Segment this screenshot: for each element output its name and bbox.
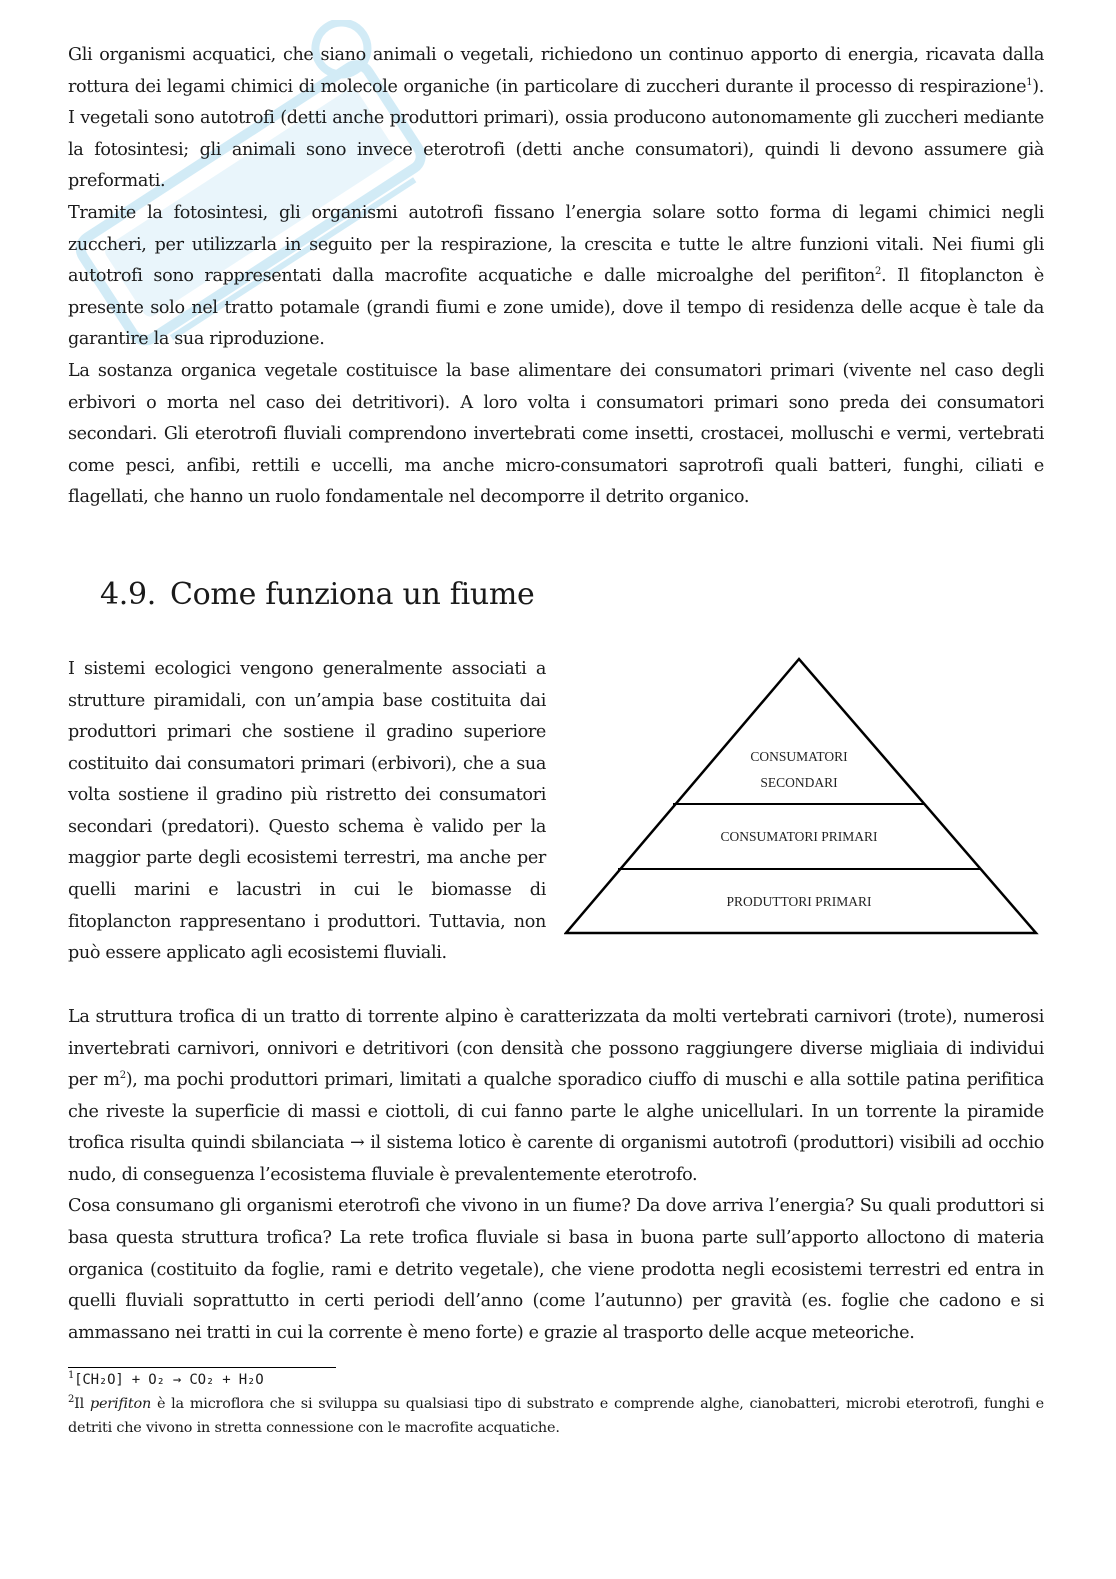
pyramid-outline bbox=[566, 659, 1036, 933]
footnote-1: $^1$[CH₂O] + O₂ → CO₂ + H₂O bbox=[68, 1370, 264, 1389]
two-column-block bbox=[68, 654, 1044, 1002]
squared-superscript: 2 bbox=[119, 1070, 126, 1082]
section-title: Come funziona un fiume bbox=[170, 576, 535, 612]
footnote-ref-2[interactable]: 2 bbox=[875, 266, 882, 278]
section-number: 4.9. bbox=[100, 576, 157, 612]
paragraph-2: Tramite la fotosintesi, gli organismi autotrofi fissano l’energia solare sotto forma di legami chimici negli zuccheri, per utilizzarla in seguito per la respirazione, la crescita e tutte le altre funzioni vitali. Nei fiumi gli autotrofi sono rappresentati dalla macrofite acquatiche e dalle microalghe del perifiton$^2$. Il fitoplancton è presente solo nel tratto potamale (grandi fiumi e zone umide), dove il tempo di residenza delle acque è tale da garantire la sua riproduzione. bbox=[68, 202, 1044, 350]
footnote-ref-1[interactable]: 1 bbox=[1026, 76, 1033, 88]
paragraph-1: Gli organismi acquatici, che siano animali o vegetali, richiedono un continuo apporto di energia, ricavata dalla rottura dei legami chimici di molecole organiche (in particolare di zuccheri durante il processo di respirazione$^1$). I vegetali sono autotrofi (detti anche produttori primari), ossia producono autonomamente gli zuccheri mediante la fotosintesi; gli animali sono invece eterotrofi (detti anche consumatori), quindi li devono assumere già preformati. bbox=[68, 45, 1044, 192]
document-page bbox=[68, 40, 1044, 1440]
formula: [CH₂O] + O₂ → CO₂ + H₂O bbox=[74, 1372, 264, 1389]
pyramid-label-secondary-2: SECONDARI bbox=[760, 774, 838, 790]
section-heading bbox=[100, 570, 1044, 648]
pyramid-label-secondary-1: CONSUMATORI bbox=[750, 748, 848, 764]
paragraph-5: Cosa consumano gli organismi eterotrofi che vivono in un fiume? Da dove arriva l’energia? Su quali produttori si basa questa struttura trofica? La rete trofica fluviale si basa in buona parte sull’apporto alloctono di materia organica (costituito da foglie, rami e detrito vegetale), che viene prodotta negli ecosistemi terrestri ed entra in quelli fluviali soprattutto in certi periodi dell’anno (come l’autunno) per gravità (es. foglie che cadono e si ammassano nei tratti in cui la corrente è meno forte) e grazie al trasporto delle acque meteoriche. bbox=[68, 1196, 1044, 1343]
paragraph-pyramid-intro: I sistemi ecologici vengono generalmente associati a strutture piramidali, con un’ampia base costituita dai produttori primari che sostiene il gradino superiore costituito dai consumatori primari (erbivori), che a sua volta sostiene il gradino più ristretto dei consumatori secondari (predatori). Questo schema è valido per la maggior parte degli ecosistemi terrestri, ma anche per quelli marini e lacustri in cui le biomasse di fitoplancton rappresentano i produttori. Tuttavia, non può essere applicato agli ecosistemi fluviali. bbox=[68, 658, 546, 964]
footnote-2: $^2$Il perifiton è la microflora che si sviluppa su qualsiasi tipo di substrato e comprende alghe, cianobatteri, microbi eterotrofi, funghi e detriti che vivono in stretta connessione con le macrofite acquatiche. bbox=[68, 1394, 1044, 1437]
trophic-pyramid-diagram bbox=[564, 654, 1044, 940]
term-perifiton: perifiton bbox=[89, 1396, 152, 1413]
paragraph-4: La struttura trofica di un tratto di torrente alpino è caratterizzata da molti vertebrati carnivori (trote), numerosi invertebrati carnivori, onnivori e detritivori (con densità che possono raggiungere diverse migliaia di individui per $m^2$), ma pochi produttori primari, limitati a qualche sporadico ciuffo di muschi e alla sottile patina perifitica che riveste la superficie di massi e ciottoli, di cui fanno parte le alghe unicellulari. In un torrente la piramide trofica risulta quindi sbilanciata → il sistema lotico è carente di organismi autotrofi (produttori) visibili ad occhio nudo, di conseguenza l’ecosistema fluviale è prevalentemente eterotrofo. bbox=[68, 1006, 1044, 1185]
pyramid-label-producers: PRODUTTORI PRIMARI bbox=[726, 893, 872, 909]
paragraph-3: La sostanza organica vegetale costituisce la base alimentare dei consumatori primari (vivente nel caso degli erbivori o morta nel caso dei detritivori). A loro volta i consumatori primari sono preda dei consumatori secondari. Gli eterotrofi fluviali comprendono invertebrati come insetti, crostacei, molluschi e vermi, vertebrati come pesci, anfibi, rettili e uccelli, ma anche micro-consumatori saprotrofi quali batteri, funghi, ciliati e flagellati, che hanno un ruolo fondamentale nel decomporre il detrito organico. bbox=[68, 360, 1044, 508]
pyramid-label-primary-consumers: CONSUMATORI PRIMARI bbox=[720, 828, 878, 844]
